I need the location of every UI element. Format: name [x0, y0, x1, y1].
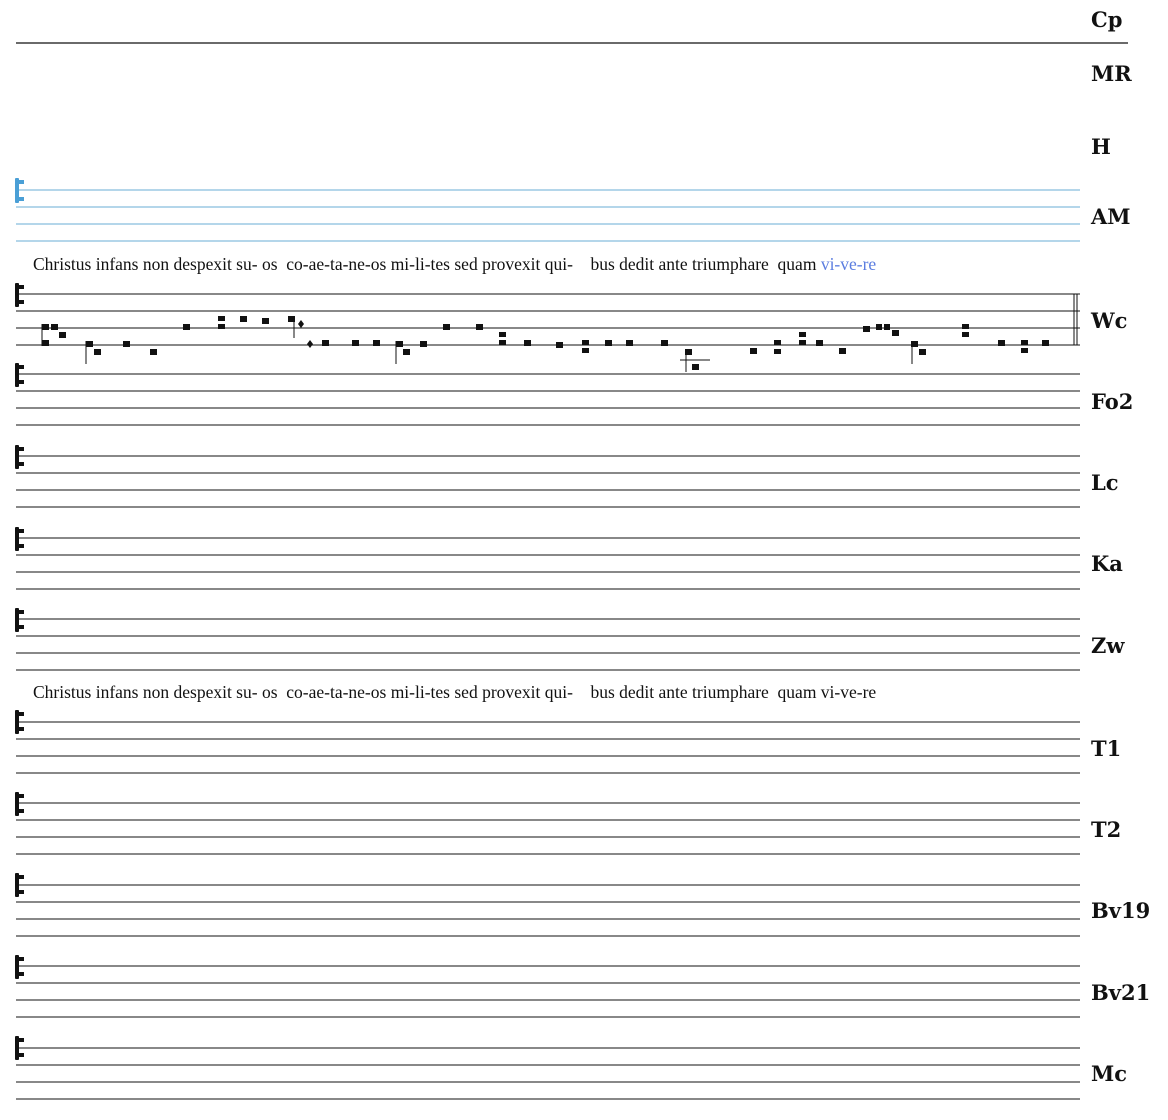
siglum-t2[interactable]: T2 [1091, 817, 1122, 842]
c-clef-icon [15, 283, 24, 307]
staff-lc[interactable] [16, 456, 1080, 507]
c-clef-icon [15, 792, 24, 816]
siglum-wc[interactable]: Wc [1091, 308, 1128, 333]
c-clef-icon [15, 445, 24, 469]
neumes-wc [42, 316, 1049, 372]
staff-bv21[interactable] [16, 966, 1080, 1017]
siglum-bv21[interactable]: Bv21 [1091, 980, 1151, 1005]
c-clef-icon [15, 527, 24, 551]
staff-t1[interactable] [16, 722, 1080, 773]
staff-mc[interactable] [16, 1048, 1080, 1099]
siglum-bv19[interactable]: Bv19 [1091, 898, 1151, 923]
c-clef-icon [15, 955, 24, 979]
siglum-mr[interactable]: MR [1091, 61, 1132, 86]
staff-t2[interactable] [16, 803, 1080, 854]
staff-wc[interactable] [16, 294, 1080, 345]
lyrics-line-1[interactable] [33, 256, 876, 274]
lyrics-line-2[interactable] [33, 684, 876, 702]
siglum-zw[interactable]: Zw [1091, 633, 1125, 658]
lyrics-text: Christus infans non despexit su- os co-ae-ta-ne-os mi-li-tes sed provexit qui- bus dedit ante triumphare quam [33, 254, 821, 274]
staff-bv19[interactable] [16, 885, 1080, 936]
siglum-lc[interactable]: Lc [1091, 470, 1119, 495]
siglum-mc[interactable]: Mc [1091, 1061, 1128, 1086]
siglum-ka[interactable]: Ka [1091, 551, 1123, 576]
siglum-t1[interactable]: T1 [1091, 736, 1122, 761]
lyrics-text: Christus infans non despexit su- os co-ae-ta-ne-os mi-li-tes sed provexit qui- bus dedit ante triumphare quam vi-ve-re [33, 682, 877, 702]
siglum-h[interactable]: H [1091, 134, 1111, 159]
staff-zw[interactable] [16, 619, 1080, 670]
siglum-am[interactable]: AM [1091, 204, 1131, 229]
staff-am[interactable] [16, 190, 1080, 241]
siglum-fo2[interactable]: Fo2 [1091, 389, 1134, 414]
c-clef-icon [15, 363, 24, 387]
staff-ka[interactable] [16, 538, 1080, 589]
lyrics-selected-syllables[interactable]: vi-ve-re [820, 254, 877, 274]
staff-fo2[interactable] [16, 374, 1080, 425]
c-clef-icon [15, 608, 24, 632]
siglum-cp[interactable]: Cp [1091, 7, 1123, 32]
